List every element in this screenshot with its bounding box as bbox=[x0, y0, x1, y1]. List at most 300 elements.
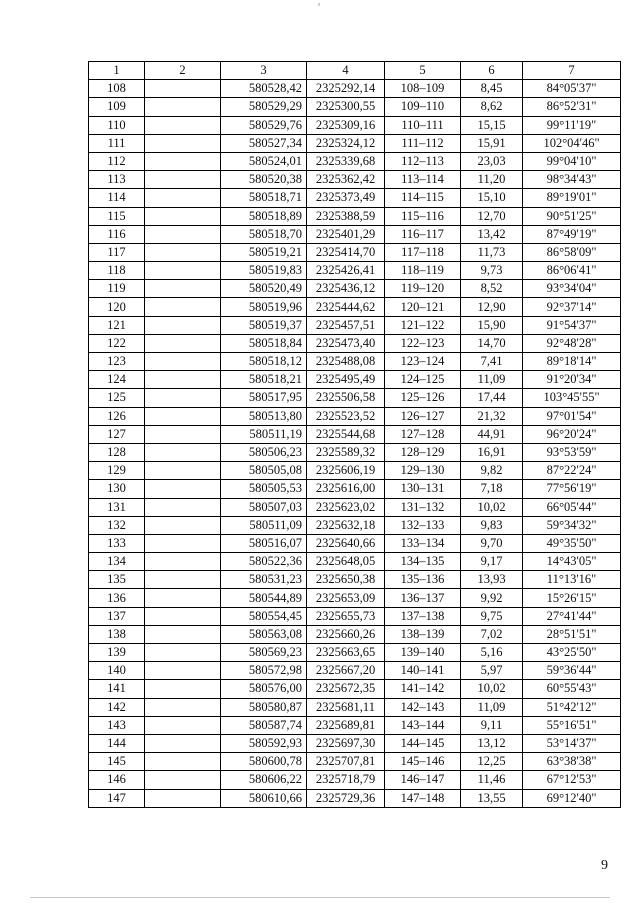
table-row bbox=[89, 80, 621, 98]
table-cell: 2325362,42 bbox=[307, 171, 385, 189]
table-cell: 77°56'19" bbox=[523, 480, 621, 498]
table-cell: 127 bbox=[89, 425, 145, 443]
table-cell: 2325606,19 bbox=[307, 462, 385, 480]
table-cell bbox=[145, 462, 221, 480]
table-cell: 102°04'46" bbox=[523, 134, 621, 152]
table-cell bbox=[145, 152, 221, 170]
table-cell bbox=[145, 298, 221, 316]
table-cell: 129–130 bbox=[385, 462, 461, 480]
table-header-row bbox=[89, 62, 621, 80]
table-cell: 66°05'44" bbox=[523, 498, 621, 516]
table-cell: 2325495,49 bbox=[307, 371, 385, 389]
table-cell: 580518,89 bbox=[221, 207, 307, 225]
table-cell: 580606,22 bbox=[221, 771, 307, 789]
table-cell: 2325324,12 bbox=[307, 134, 385, 152]
header-cell: 3 bbox=[221, 62, 307, 80]
header-cell: 4 bbox=[307, 62, 385, 80]
table-cell: 580518,84 bbox=[221, 334, 307, 352]
table-cell: 86°58'09" bbox=[523, 243, 621, 261]
table-cell: 146–147 bbox=[385, 771, 461, 789]
table-cell: 7,41 bbox=[461, 353, 523, 371]
table-row bbox=[89, 534, 621, 552]
table-cell: 580600,78 bbox=[221, 753, 307, 771]
table-cell: 580544,89 bbox=[221, 589, 307, 607]
table-cell: 87°49'19" bbox=[523, 225, 621, 243]
table-cell: 110 bbox=[89, 116, 145, 134]
table-cell bbox=[145, 516, 221, 534]
table-cell: 113–114 bbox=[385, 171, 461, 189]
table-cell: 580507,03 bbox=[221, 498, 307, 516]
table-cell: 9,73 bbox=[461, 262, 523, 280]
table-cell bbox=[145, 753, 221, 771]
table-cell bbox=[145, 116, 221, 134]
table-cell bbox=[145, 443, 221, 461]
table-cell bbox=[145, 407, 221, 425]
table-cell: 2325697,30 bbox=[307, 734, 385, 752]
table-cell: 21,32 bbox=[461, 407, 523, 425]
table-row bbox=[89, 716, 621, 734]
table-cell: 2325401,29 bbox=[307, 225, 385, 243]
table-cell: 2325660,26 bbox=[307, 625, 385, 643]
table-cell: 145 bbox=[89, 753, 145, 771]
table-cell: 89°18'14" bbox=[523, 353, 621, 371]
table-cell: 86°52'31" bbox=[523, 98, 621, 116]
table-cell: 144 bbox=[89, 734, 145, 752]
table-cell: 139 bbox=[89, 644, 145, 662]
table-cell bbox=[145, 734, 221, 752]
table-cell: 15,91 bbox=[461, 134, 523, 152]
table-cell bbox=[145, 334, 221, 352]
table-cell: 2325373,49 bbox=[307, 189, 385, 207]
table-cell bbox=[145, 644, 221, 662]
table-cell: 128–129 bbox=[385, 443, 461, 461]
table-cell: 2325414,70 bbox=[307, 243, 385, 261]
table-row bbox=[89, 134, 621, 152]
table-cell bbox=[145, 98, 221, 116]
table-cell: 580511,19 bbox=[221, 425, 307, 443]
table-cell: 11,73 bbox=[461, 243, 523, 261]
table-cell: 8,62 bbox=[461, 98, 523, 116]
table-cell: 580505,08 bbox=[221, 462, 307, 480]
table-cell bbox=[145, 716, 221, 734]
table-cell: 134 bbox=[89, 553, 145, 571]
table-cell: 14,70 bbox=[461, 334, 523, 352]
table-cell: 580518,70 bbox=[221, 225, 307, 243]
table-cell bbox=[145, 553, 221, 571]
table-cell: 114–115 bbox=[385, 189, 461, 207]
table-cell: 580516,07 bbox=[221, 534, 307, 552]
table-row bbox=[89, 662, 621, 680]
table-cell: 93°53'59" bbox=[523, 443, 621, 461]
table-cell: 13,12 bbox=[461, 734, 523, 752]
table-cell bbox=[145, 589, 221, 607]
table-cell bbox=[145, 243, 221, 261]
table-cell: 2325426,41 bbox=[307, 262, 385, 280]
table-cell: 135–136 bbox=[385, 571, 461, 589]
table-cell: 134–135 bbox=[385, 553, 461, 571]
table-cell: 147 bbox=[89, 789, 145, 807]
table-row bbox=[89, 353, 621, 371]
table-cell: 580572,98 bbox=[221, 662, 307, 680]
table-cell: 580529,76 bbox=[221, 116, 307, 134]
table-cell: 14°43'05" bbox=[523, 553, 621, 571]
table-cell: 2325667,20 bbox=[307, 662, 385, 680]
table-cell: 580518,71 bbox=[221, 189, 307, 207]
table-cell: 580519,83 bbox=[221, 262, 307, 280]
table-cell: 108–109 bbox=[385, 80, 461, 98]
table-cell: 118–119 bbox=[385, 262, 461, 280]
table-cell: 7,02 bbox=[461, 625, 523, 643]
table-cell: 12,90 bbox=[461, 298, 523, 316]
scan-artifact bbox=[318, 3, 320, 6]
table-cell: 2325300,55 bbox=[307, 98, 385, 116]
table-cell: 580528,42 bbox=[221, 80, 307, 98]
table-cell: 145–146 bbox=[385, 753, 461, 771]
table-cell: 143–144 bbox=[385, 716, 461, 734]
table-cell: 53°14'37" bbox=[523, 734, 621, 752]
table-cell: 122–123 bbox=[385, 334, 461, 352]
table-cell: 2325457,51 bbox=[307, 316, 385, 334]
table-row bbox=[89, 298, 621, 316]
table-cell: 580554,45 bbox=[221, 607, 307, 625]
table-cell: 11,46 bbox=[461, 771, 523, 789]
table-row bbox=[89, 753, 621, 771]
table-cell: 11,09 bbox=[461, 371, 523, 389]
table-cell: 580513,80 bbox=[221, 407, 307, 425]
table-cell: 8,45 bbox=[461, 80, 523, 98]
table-row bbox=[89, 98, 621, 116]
table-cell: 121 bbox=[89, 316, 145, 334]
table-cell: 2325655,73 bbox=[307, 607, 385, 625]
table-cell: 110–111 bbox=[385, 116, 461, 134]
table-cell bbox=[145, 262, 221, 280]
table-cell: 111–112 bbox=[385, 134, 461, 152]
table-cell bbox=[145, 480, 221, 498]
table-cell: 133 bbox=[89, 534, 145, 552]
table-cell: 130 bbox=[89, 480, 145, 498]
table-cell: 44,91 bbox=[461, 425, 523, 443]
table-cell: 129 bbox=[89, 462, 145, 480]
table-cell bbox=[145, 80, 221, 98]
table-cell bbox=[145, 425, 221, 443]
table-cell: 43°25'50" bbox=[523, 644, 621, 662]
table-cell: 109 bbox=[89, 98, 145, 116]
table-cell: 90°51'25" bbox=[523, 207, 621, 225]
table-cell: 580518,21 bbox=[221, 371, 307, 389]
table-cell: 124 bbox=[89, 371, 145, 389]
table-cell: 126–127 bbox=[385, 407, 461, 425]
table-cell: 125 bbox=[89, 389, 145, 407]
table-cell: 122 bbox=[89, 334, 145, 352]
table-cell: 112–113 bbox=[385, 152, 461, 170]
table-cell: 2325729,36 bbox=[307, 789, 385, 807]
table-cell: 2325292,14 bbox=[307, 80, 385, 98]
header-cell: 2 bbox=[145, 62, 221, 80]
table-row bbox=[89, 407, 621, 425]
table-cell: 9,92 bbox=[461, 589, 523, 607]
table-row bbox=[89, 389, 621, 407]
table-cell: 580527,34 bbox=[221, 134, 307, 152]
table-cell: 91°54'37" bbox=[523, 316, 621, 334]
table-cell: 580531,23 bbox=[221, 571, 307, 589]
table-cell: 141–142 bbox=[385, 680, 461, 698]
table-cell: 99°11'19" bbox=[523, 116, 621, 134]
page-bottom-line bbox=[30, 897, 610, 898]
table-cell: 2325309,16 bbox=[307, 116, 385, 134]
table-cell bbox=[145, 789, 221, 807]
table-cell: 580519,21 bbox=[221, 243, 307, 261]
table-cell: 124–125 bbox=[385, 371, 461, 389]
table-cell: 15°26'15" bbox=[523, 589, 621, 607]
table-row bbox=[89, 334, 621, 352]
table-cell: 108 bbox=[89, 80, 145, 98]
table-cell: 13,93 bbox=[461, 571, 523, 589]
header-cell: 6 bbox=[461, 62, 523, 80]
table-cell: 55°16'51" bbox=[523, 716, 621, 734]
table-cell: 136 bbox=[89, 589, 145, 607]
table-cell: 13,55 bbox=[461, 789, 523, 807]
table-row bbox=[89, 225, 621, 243]
table-cell: 121–122 bbox=[385, 316, 461, 334]
table-cell bbox=[145, 389, 221, 407]
table-cell bbox=[145, 225, 221, 243]
table-row bbox=[89, 316, 621, 334]
table-cell: 2325444,62 bbox=[307, 298, 385, 316]
table-cell: 2325681,11 bbox=[307, 698, 385, 716]
table-cell: 67°12'53" bbox=[523, 771, 621, 789]
table-row bbox=[89, 189, 621, 207]
table-row bbox=[89, 116, 621, 134]
table-cell bbox=[145, 607, 221, 625]
table-cell: 92°48'28" bbox=[523, 334, 621, 352]
table-cell: 146 bbox=[89, 771, 145, 789]
table-cell: 142–143 bbox=[385, 698, 461, 716]
table-cell bbox=[145, 134, 221, 152]
table-cell: 120 bbox=[89, 298, 145, 316]
table-cell bbox=[145, 316, 221, 334]
table-cell: 137–138 bbox=[385, 607, 461, 625]
table-cell: 127–128 bbox=[385, 425, 461, 443]
table-cell: 113 bbox=[89, 171, 145, 189]
table-cell: 5,16 bbox=[461, 644, 523, 662]
table-cell: 115–116 bbox=[385, 207, 461, 225]
table-cell bbox=[145, 662, 221, 680]
table-cell bbox=[145, 371, 221, 389]
table-row bbox=[89, 443, 621, 461]
table-row bbox=[89, 207, 621, 225]
table-cell: 51°42'12" bbox=[523, 698, 621, 716]
table-cell: 112 bbox=[89, 152, 145, 170]
table-row bbox=[89, 589, 621, 607]
table-cell: 49°35'50" bbox=[523, 534, 621, 552]
table-cell: 89°19'01" bbox=[523, 189, 621, 207]
table-cell: 117–118 bbox=[385, 243, 461, 261]
table-cell: 96°20'24" bbox=[523, 425, 621, 443]
table-cell: 12,25 bbox=[461, 753, 523, 771]
header-cell: 5 bbox=[385, 62, 461, 80]
table-cell bbox=[145, 571, 221, 589]
table-row bbox=[89, 789, 621, 807]
table-cell: 111 bbox=[89, 134, 145, 152]
table-cell: 63°38'38" bbox=[523, 753, 621, 771]
table-row bbox=[89, 607, 621, 625]
table-row bbox=[89, 498, 621, 516]
table-cell: 580520,49 bbox=[221, 280, 307, 298]
table-cell: 580610,66 bbox=[221, 789, 307, 807]
table-cell: 130–131 bbox=[385, 480, 461, 498]
coordinates-table bbox=[88, 61, 621, 808]
table-cell: 580592,93 bbox=[221, 734, 307, 752]
table-cell: 15,90 bbox=[461, 316, 523, 334]
table-cell: 10,02 bbox=[461, 498, 523, 516]
table-cell: 2325689,81 bbox=[307, 716, 385, 734]
table-cell bbox=[145, 280, 221, 298]
table-row bbox=[89, 262, 621, 280]
table-cell: 99°04'10" bbox=[523, 152, 621, 170]
table-cell: 147–148 bbox=[385, 789, 461, 807]
table-cell: 580576,00 bbox=[221, 680, 307, 698]
table-cell: 580587,74 bbox=[221, 716, 307, 734]
table-cell: 2325623,02 bbox=[307, 498, 385, 516]
table-cell: 142 bbox=[89, 698, 145, 716]
table-row bbox=[89, 171, 621, 189]
table-cell: 2325672,35 bbox=[307, 680, 385, 698]
table-cell: 580511,09 bbox=[221, 516, 307, 534]
table-cell: 2325640,66 bbox=[307, 534, 385, 552]
table-cell: 11°13'16" bbox=[523, 571, 621, 589]
table-cell: 123 bbox=[89, 353, 145, 371]
table-cell bbox=[145, 625, 221, 643]
table-row bbox=[89, 425, 621, 443]
table-cell: 119 bbox=[89, 280, 145, 298]
table-cell: 2325339,68 bbox=[307, 152, 385, 170]
table-cell: 9,83 bbox=[461, 516, 523, 534]
table-cell: 123–124 bbox=[385, 353, 461, 371]
table-cell: 120–121 bbox=[385, 298, 461, 316]
table-cell: 59°34'32" bbox=[523, 516, 621, 534]
table-cell: 116 bbox=[89, 225, 145, 243]
table-cell: 580529,29 bbox=[221, 98, 307, 116]
table-cell: 7,18 bbox=[461, 480, 523, 498]
table-cell: 93°34'04" bbox=[523, 280, 621, 298]
table-cell: 28°51'51" bbox=[523, 625, 621, 643]
table-cell: 2325436,12 bbox=[307, 280, 385, 298]
table-cell: 118 bbox=[89, 262, 145, 280]
table-row bbox=[89, 571, 621, 589]
table-cell: 140–141 bbox=[385, 662, 461, 680]
table-cell: 27°41'44" bbox=[523, 607, 621, 625]
table-cell: 2325473,40 bbox=[307, 334, 385, 352]
table-cell: 580563,08 bbox=[221, 625, 307, 643]
table-cell bbox=[145, 207, 221, 225]
table-cell bbox=[145, 498, 221, 516]
table-cell: 2325648,05 bbox=[307, 553, 385, 571]
table-cell: 92°37'14" bbox=[523, 298, 621, 316]
table-cell: 137 bbox=[89, 607, 145, 625]
table-cell: 580519,37 bbox=[221, 316, 307, 334]
table-cell: 2325707,81 bbox=[307, 753, 385, 771]
table-cell: 17,44 bbox=[461, 389, 523, 407]
table-cell: 580580,87 bbox=[221, 698, 307, 716]
table-cell: 2325506,58 bbox=[307, 389, 385, 407]
table-cell: 2325653,09 bbox=[307, 589, 385, 607]
table-cell: 140 bbox=[89, 662, 145, 680]
table-cell: 8,52 bbox=[461, 280, 523, 298]
table-cell: 580522,36 bbox=[221, 553, 307, 571]
table-row bbox=[89, 644, 621, 662]
table-row bbox=[89, 734, 621, 752]
table-cell: 119–120 bbox=[385, 280, 461, 298]
table-cell: 138 bbox=[89, 625, 145, 643]
table-row bbox=[89, 462, 621, 480]
table-row bbox=[89, 243, 621, 261]
table-cell: 12,70 bbox=[461, 207, 523, 225]
table-cell: 126 bbox=[89, 407, 145, 425]
table-cell: 87°22'24" bbox=[523, 462, 621, 480]
table-cell bbox=[145, 534, 221, 552]
table-cell bbox=[145, 771, 221, 789]
table-row bbox=[89, 371, 621, 389]
table-row bbox=[89, 625, 621, 643]
table-cell bbox=[145, 353, 221, 371]
table-cell: 91°20'34" bbox=[523, 371, 621, 389]
table-cell: 138–139 bbox=[385, 625, 461, 643]
table-cell: 580524,01 bbox=[221, 152, 307, 170]
table-row bbox=[89, 680, 621, 698]
table-cell bbox=[145, 171, 221, 189]
header-cell: 7 bbox=[523, 62, 621, 80]
table-cell: 103°45'55" bbox=[523, 389, 621, 407]
table-cell: 136–137 bbox=[385, 589, 461, 607]
table-cell: 59°36'44" bbox=[523, 662, 621, 680]
table-cell: 9,70 bbox=[461, 534, 523, 552]
table-cell: 84°05'37" bbox=[523, 80, 621, 98]
table-cell bbox=[145, 698, 221, 716]
table-cell: 133–134 bbox=[385, 534, 461, 552]
table-cell: 109–110 bbox=[385, 98, 461, 116]
table-row bbox=[89, 516, 621, 534]
table-cell: 23,03 bbox=[461, 152, 523, 170]
table-cell: 580505,53 bbox=[221, 480, 307, 498]
table-cell: 2325616,00 bbox=[307, 480, 385, 498]
table-cell: 2325488,08 bbox=[307, 353, 385, 371]
table-row bbox=[89, 152, 621, 170]
table-row bbox=[89, 280, 621, 298]
table-cell: 15,15 bbox=[461, 116, 523, 134]
table-cell: 97°01'54" bbox=[523, 407, 621, 425]
table-cell: 117 bbox=[89, 243, 145, 261]
table-cell: 141 bbox=[89, 680, 145, 698]
table-cell: 2325632,18 bbox=[307, 516, 385, 534]
table-cell: 11,20 bbox=[461, 171, 523, 189]
table-cell: 125–126 bbox=[385, 389, 461, 407]
table-cell: 131–132 bbox=[385, 498, 461, 516]
table-cell: 5,97 bbox=[461, 662, 523, 680]
table-cell: 580569,23 bbox=[221, 644, 307, 662]
table-cell: 2325718,79 bbox=[307, 771, 385, 789]
table-cell: 115 bbox=[89, 207, 145, 225]
table-cell: 69°12'40" bbox=[523, 789, 621, 807]
table-cell: 9,17 bbox=[461, 553, 523, 571]
table-cell: 143 bbox=[89, 716, 145, 734]
table-cell: 580517,95 bbox=[221, 389, 307, 407]
table-cell: 132 bbox=[89, 516, 145, 534]
table-cell bbox=[145, 680, 221, 698]
header-cell: 1 bbox=[89, 62, 145, 80]
table-cell: 580519,96 bbox=[221, 298, 307, 316]
table-cell: 60°55'43" bbox=[523, 680, 621, 698]
table-cell: 10,02 bbox=[461, 680, 523, 698]
